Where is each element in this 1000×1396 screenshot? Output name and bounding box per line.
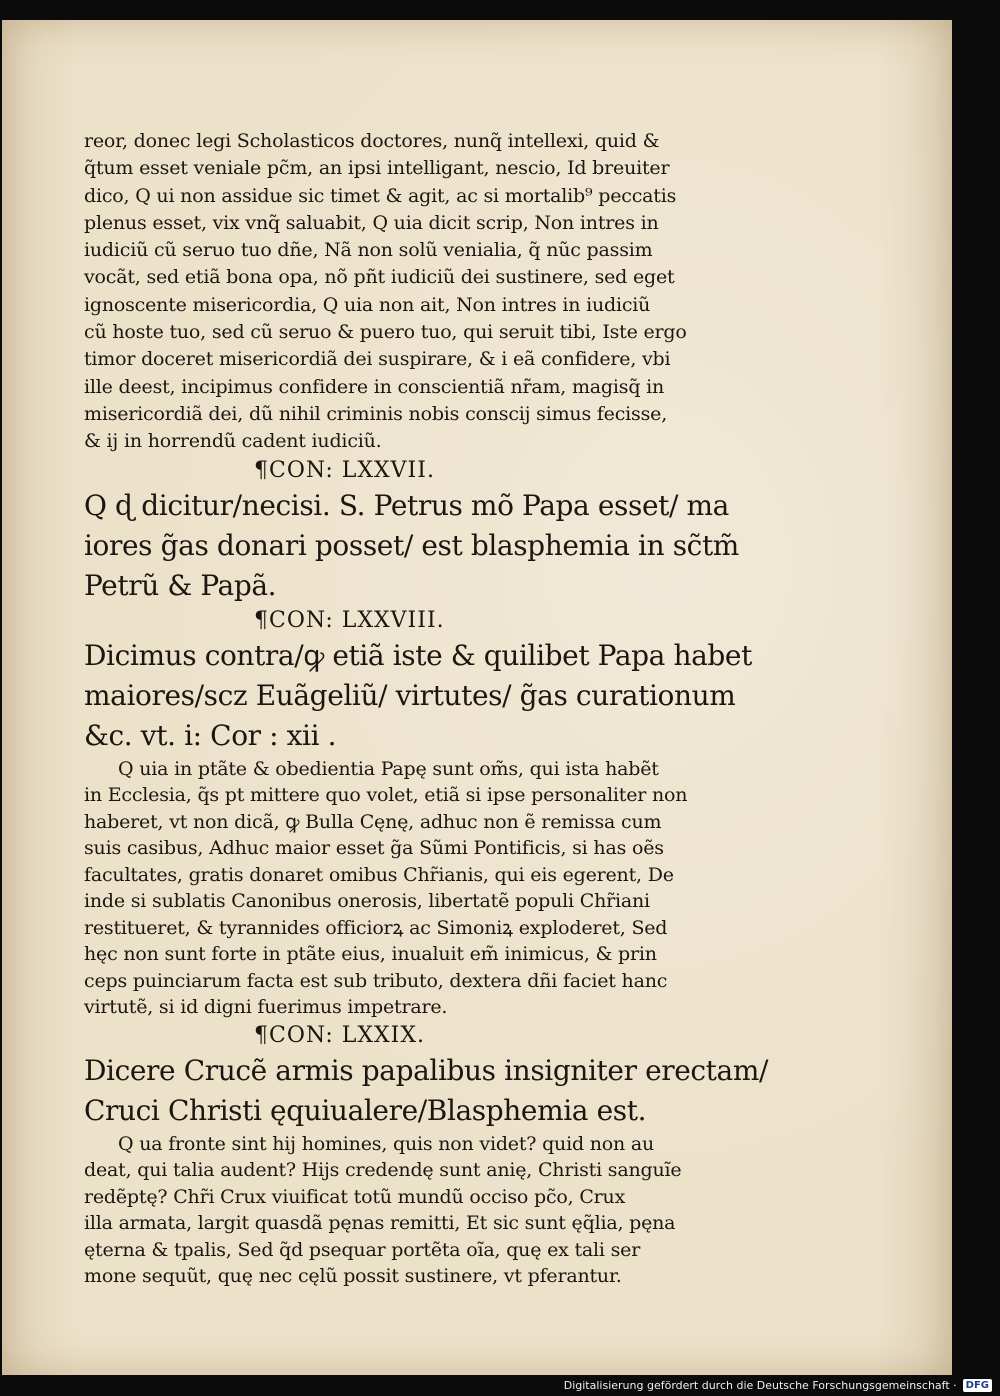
text-line: q̃tum esset veniale pc̃m, an ipsi intelligant, nescio, Id breuiter bbox=[84, 157, 670, 180]
text-line: restitueret, & tyrannides officiorꝝ ac Simoniꝝ exploderet, Sed bbox=[84, 916, 668, 939]
section-heading-lxxviii: ¶CON: LXXVIII. bbox=[254, 607, 445, 633]
text-line: deat, qui talia audent? Hijs credendę sunt anię, Christi sanguĩe bbox=[84, 1159, 682, 1182]
digitization-credit bbox=[564, 1379, 992, 1392]
book-page bbox=[2, 20, 952, 1375]
thesis-line: Dicimus contra/ꝙ etiã iste & quilibet Papa habet bbox=[84, 638, 752, 672]
thesis-lxxix bbox=[84, 1051, 768, 1131]
text-line: misericordiã dei, dũ nihil criminis nobis conscij simus fecisse, bbox=[84, 402, 668, 425]
text-line: plenus esset, vix vnq̃ saluabit, Q uia dicit scrip, Non intres in bbox=[84, 211, 659, 234]
paragraph-3 bbox=[84, 1131, 684, 1290]
text-line: inde si sublatis Canonibus onerosis, libertatẽ populi Chr̃iani bbox=[84, 890, 650, 913]
credit-text: Digitalisierung gefördert durch die Deutsche Forschungsgemeinschaft · bbox=[563, 1379, 957, 1392]
text-line: redẽptę? Chr̃i Crux viuificat totũ mundũ occiso pc̃o, Crux bbox=[84, 1185, 626, 1208]
text-line: hęc non sunt forte in ptãte eius, inualuit em̃ inimicus, & prin bbox=[84, 943, 657, 966]
text-line: suis casibus, Adhuc maior esset g̃a Sũmi Pontificis, si has oẽs bbox=[84, 837, 664, 860]
text-line: reor, donec legi Scholasticos doctores, nunq̃ intellexi, quid & bbox=[84, 130, 660, 152]
text-line: mone sequũt, quę nec cęlũ possit sustinere, vt pferantur. bbox=[84, 1265, 622, 1288]
thesis-lxxviii bbox=[84, 636, 752, 756]
text-line: ęterna & tpalis, Sed q̃d psequar portẽta oĩa, quę ex tali ser bbox=[84, 1238, 641, 1261]
thesis-line: Dicere Crucẽ armis papalibus insigniter erectam/ bbox=[84, 1053, 768, 1087]
paragraph-2 bbox=[84, 756, 688, 1021]
thesis-line: Q ɖ dicitur/necisi. S. Petrus mõ Papa esset/ ma bbox=[84, 488, 729, 522]
text-line: ille deest, incipimus confidere in conscientiã nr̃am, magisq̃ in bbox=[84, 375, 665, 398]
dfg-logo: DFG bbox=[963, 1379, 992, 1392]
section-heading-lxxvii: ¶CON: LXXVII. bbox=[254, 457, 435, 483]
text-line: ceps puinciarum facta est sub tributo, dextera dñi faciet hanc bbox=[84, 969, 668, 992]
text-line: & ij in horrendũ cadent iudiciũ. bbox=[84, 430, 382, 453]
text-line: Q ua fronte sint hij homines, quis non videt? quid non au bbox=[118, 1132, 655, 1155]
text-line: facultates, gratis donaret omibus Chr̃ianis, qui eis egerent, De bbox=[84, 863, 674, 886]
thesis-line: iores g̃as donari posset/ est blasphemia in sc̃tm̃ bbox=[84, 528, 739, 562]
text-line: illa armata, largit quasdã pęnas remitti, Et sic sunt ęq̃lia, pęna bbox=[84, 1212, 676, 1235]
text-line: haberet, vt non dicã, ꝙ Bulla Cęnę, adhuc non ẽ remissa cum bbox=[84, 810, 662, 833]
thesis-line: Petrũ & Papã. bbox=[84, 568, 277, 602]
text-line: cũ hoste tuo, sed cũ seruo & puero tuo, qui seruit tibi, Iste ergo bbox=[84, 321, 687, 344]
text-line: in Ecclesia, q̃s pt mittere quo volet, etiã si ipse personaliter non bbox=[84, 784, 688, 807]
thesis-lxxvii bbox=[84, 486, 739, 606]
thesis-line: maiores/scz Euãgeliũ/ virtutes/ g̃as curationum bbox=[84, 678, 736, 712]
text-line: vocãt, sed etiã bona opa, nõ pñt iudiciũ dei sustinere, sed eget bbox=[84, 266, 675, 289]
text-line: ignoscente misericordia, Q uia non ait, Non intres in iudiciũ bbox=[84, 293, 651, 316]
text-line: virtutẽ, si id digni fuerimus impetrare. bbox=[84, 996, 448, 1019]
paragraph-1 bbox=[84, 128, 687, 456]
text-line: iudiciũ cũ seruo tuo dñe, Nã non solũ venialia, q̃ nũc passim bbox=[84, 239, 653, 262]
text-line: dico, Q ui non assidue sic timet & agit, ac si mortalib⁹ peccatis bbox=[84, 184, 677, 207]
thesis-line: &c. vt. i: Cor : xii . bbox=[84, 718, 337, 752]
text-line: Q uia in ptãte & obedientia Papę sunt om̃s, qui ista habẽt bbox=[118, 757, 659, 780]
text-line: timor doceret misericordiã dei suspirare, & i eã confidere, vbi bbox=[84, 348, 671, 371]
section-heading-lxxix: ¶CON: LXXIX. bbox=[254, 1022, 426, 1048]
thesis-line: Cruci Christi ęquiualere/Blasphemia est. bbox=[84, 1093, 647, 1127]
page-text bbox=[84, 128, 768, 1290]
